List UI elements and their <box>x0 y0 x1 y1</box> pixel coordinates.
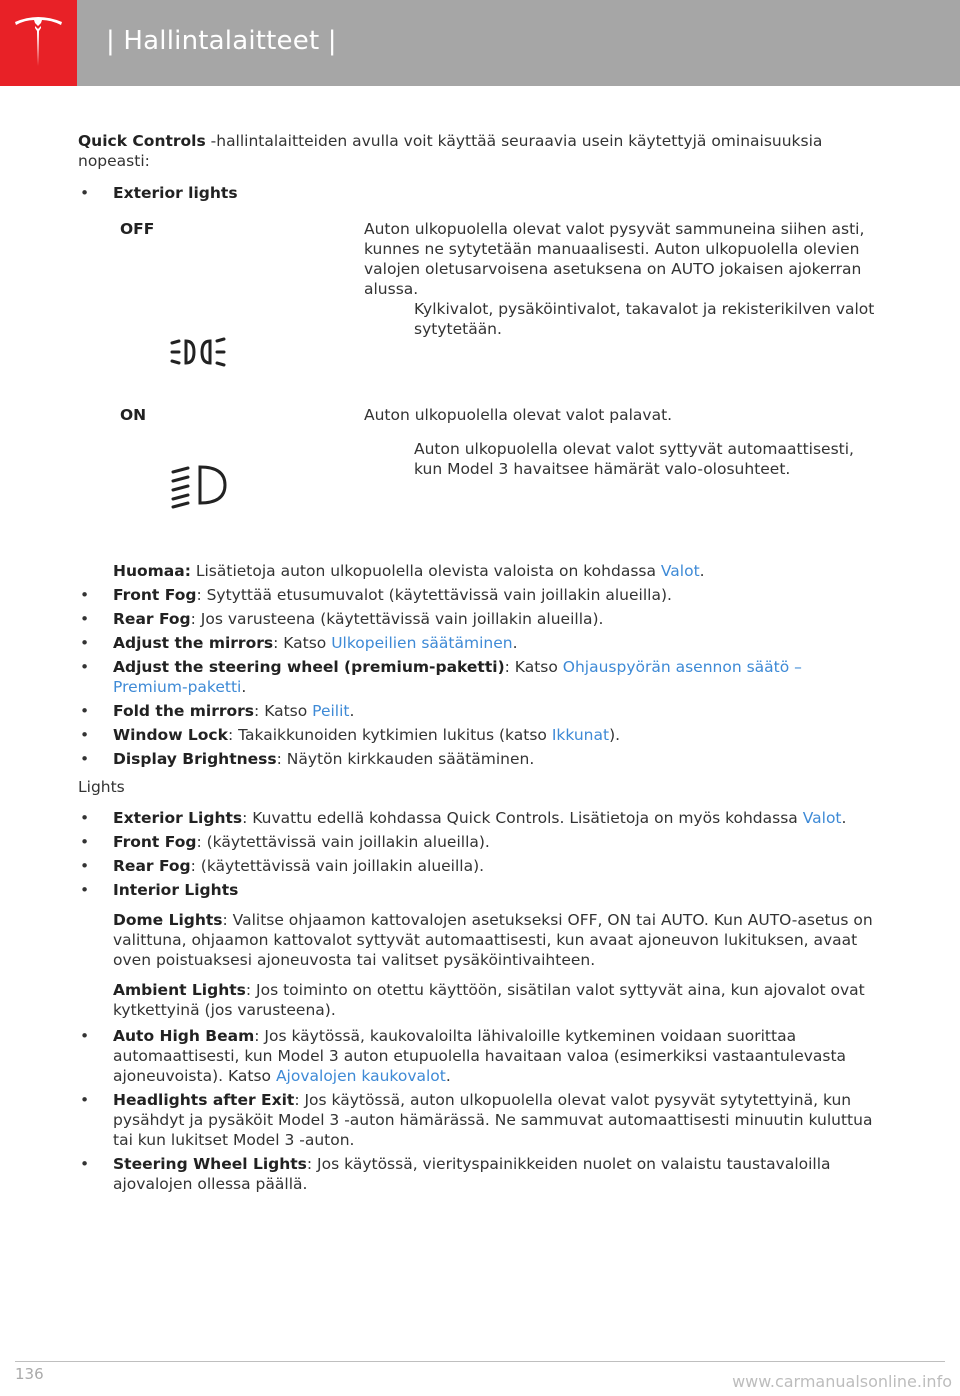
table-row <box>113 299 878 405</box>
table-cell-desc: Kylkivalot, pysäköintivalot, takavalot ja rekisterikilven valot sytytetään. <box>414 300 875 338</box>
watermark: www.carmanualsonline.info <box>732 1372 952 1391</box>
intro-bold: Quick Controls <box>78 132 206 150</box>
intro-text: -hallintalaitteiden avulla voit käyttää seuraavia usein käytettyjä ominaisuuksia nopeasti: <box>78 132 823 170</box>
section-heading-lights: Lights <box>78 778 125 796</box>
table-cell-label: OFF <box>120 220 155 238</box>
content <box>78 131 878 1198</box>
list-item: • Front Fog: Sytyttää etusumuvalot (käytettävissä vain joillakin alueilla). <box>80 586 672 604</box>
list-item: • Front Fog: (käytettävissä vain joillakin alueilla). <box>80 833 490 851</box>
list-item: • Exterior Lights: Kuvattu edellä kohdassa Quick Controls. Lisätietoja on myös kohdassa Valot. <box>80 809 847 827</box>
page-number: 136 <box>15 1365 44 1383</box>
list-item: • Interior Lights <box>80 881 239 899</box>
interior-sub-item: Dome Lights: Valitse ohjaamon kattovalojen asetukseksi OFF, ON tai AUTO. Kun AUTO-asetus on valittuna, ohjaamon kattovalot syttyvät automaattisesti, kun avaat ajoneuvon lukituksen, avaat oven poistuaksesi ajoneuvosta tai valitset pysäköintivaihteen. <box>113 911 873 969</box>
link-peilit[interactable]: Peilit <box>312 702 350 720</box>
parking-lights-icon <box>170 334 228 370</box>
list-item: • Display Brightness: Näytön kirkkauden säätäminen. <box>80 750 535 768</box>
link-ulkopeilien-saataminen[interactable]: Ulkopeilien säätäminen <box>331 634 513 652</box>
exterior-lights-table <box>113 211 878 547</box>
note: Huomaa: Lisätietoja auton ulkopuolella olevista valoista on kohdassa Valot. <box>113 562 705 580</box>
table-row <box>113 211 878 299</box>
link-ohjauspyoran-asennon-saato[interactable]: Ohjauspyörän asennon säätö – Premium-paketti <box>113 658 802 696</box>
footer-divider <box>15 1361 945 1362</box>
table-row <box>113 405 878 439</box>
table-cell-label: ON <box>120 406 147 424</box>
link-valot[interactable]: Valot <box>802 809 842 827</box>
interior-sub-item: Ambient Lights: Jos toiminto on otettu käyttöön, sisätilan valot syttyvät aina, kun ajovalot ovat kytkettyinä (jos varusteena). <box>113 981 865 1019</box>
list-item: • Rear Fog: Jos varusteena (käytettävissä vain joillakin alueilla). <box>80 610 604 628</box>
exterior-lights-title: Exterior lights <box>113 184 238 202</box>
table-cell-icon <box>113 299 414 405</box>
auto-headlight-icon <box>170 463 230 509</box>
table-cell-icon <box>113 439 414 547</box>
list-item: • Rear Fog: (käytettävissä vain joillakin alueilla). <box>80 857 485 875</box>
list-item <box>78 183 878 203</box>
list-item: • Adjust the steering wheel (premium-paketti): Katso Ohjauspyörän asennon säätö – Premium-paketti. <box>80 658 802 696</box>
header-bar <box>0 0 960 86</box>
tesla-logo-icon <box>11 14 66 72</box>
list-item: • Adjust the mirrors: Katso Ulkopeilien säätäminen. <box>80 634 518 652</box>
table-cell-desc: Auton ulkopuolella olevat valot palavat. <box>364 406 673 424</box>
list-item: • Steering Wheel Lights: Jos käytössä, vierityspainikkeiden nuolet on valaistu taustavaloilla ajovalojen ollessa päällä. <box>80 1155 831 1193</box>
intro-paragraph <box>78 131 878 171</box>
table-row <box>113 439 878 547</box>
list-item: • Fold the mirrors: Katso Peilit. <box>80 702 355 720</box>
tesla-logo <box>0 0 77 86</box>
table-cell-desc: Auton ulkopuolella olevat valot pysyvät sammuneina siihen asti, kunnes ne sytytetään manuaalisesti. Auton ulkopuolella olevien valojen oletusarvoisena asetuksena on AUTO jokaisen ajokerran alussa. <box>364 220 865 298</box>
list-item: • Auto High Beam: Jos käytössä, kaukovaloilta lähivaloille kytkeminen voidaan suorittaa automaattisesti, kun Model 3 auton etupuolella havaitaan valoa (esimerkiksi vastaantulevasta ajoneuvoista). Katso Ajovalojen kaukovalot. <box>80 1027 847 1085</box>
link-ajovalojen-kaukovalot[interactable]: Ajovalojen kaukovalot <box>275 1067 446 1085</box>
link-valot[interactable]: Valot <box>660 562 700 580</box>
list-item: • Window Lock: Takaikkunoiden kytkimien lukitus (katso Ikkunat). <box>80 726 621 744</box>
table-cell-desc: Auton ulkopuolella olevat valot syttyvät automaattisesti, kun Model 3 havaitsee hämärät valo-olosuhteet. <box>414 440 854 478</box>
list-item: • Headlights after Exit: Jos käytössä, auton ulkopuolella olevat valot pysyvät sytytettyinä, kun pysähdyt ja pysäköit Model 3 -auton hämärässä. Ne sammuvat automaattisesti minuutin kuluttua tai kun lukitset Model 3 -auton. <box>80 1091 873 1149</box>
link-ikkunat[interactable]: Ikkunat <box>551 726 610 744</box>
bullet-dot: • <box>80 184 90 202</box>
page-title: | Hallintalaitteet | <box>106 26 337 56</box>
